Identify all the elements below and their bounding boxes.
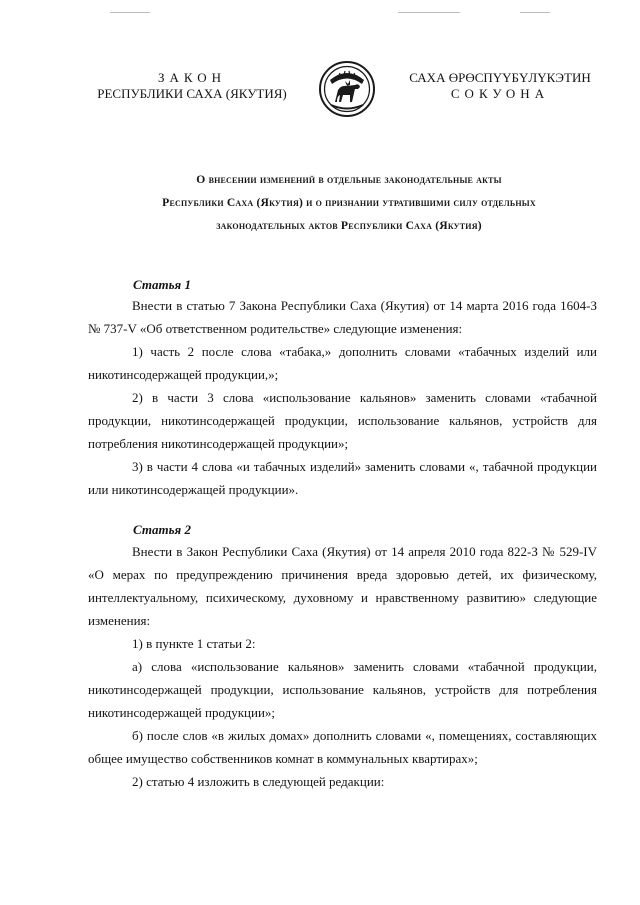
article-2-body [88, 540, 597, 793]
paragraph: а) слова «использование кальянов» заменить словами «табачной продукции, никотинсодержащей продукции, использование кальянов, устройств для потребления никотинсодержащей продукции»; [88, 659, 597, 720]
header-left [92, 70, 292, 102]
header-law-word: ЗАКОН [157, 70, 227, 85]
document-title [88, 168, 610, 237]
article-1-heading: Статья 1 [133, 277, 191, 292]
article-1-body [88, 294, 597, 501]
scan-artifact [398, 12, 460, 13]
title-line: Республики Саха (Якутия) и о признании утратившими силу отдельных [162, 196, 536, 209]
article-2-heading: Статья 2 [133, 522, 191, 537]
paragraph: 2) в части 3 слова «использование кальянов» заменить словами «табачной продукции, никотинсодержащей продукции, использование кальянов, устройств для потребления никотинсодержащей продукции»; [88, 390, 597, 451]
paragraph: 1) в пункте 1 статьи 2: [132, 636, 256, 651]
scan-artifact [520, 12, 550, 13]
title-line: законодательных актов Республики Саха (Якутия) [216, 219, 482, 232]
paragraph: Внести в статью 7 Закона Республики Саха (Якутия) от 14 марта 2016 года 1604-З № 737-V «Об ответственном родительстве» следующие изменения: [88, 298, 597, 336]
coat-of-arms-icon [318, 60, 376, 118]
header-law-word-sakha: СОКУОНА [450, 86, 550, 101]
paragraph: 1) часть 2 после слова «табака,» дополнить словами «табачных изделий или никотинсодержащей продукции,»; [88, 344, 597, 382]
header-right [400, 70, 600, 102]
paragraph: 3) в части 4 слова «и табачных изделий» заменить словами «, табачной продукции или никотинсодержащей продукции». [88, 459, 597, 497]
header-republic-name-sakha: САХА ӨРӨСПҮҮБҮЛҮКЭТИН [409, 70, 591, 85]
header-republic-name: РЕСПУБЛИКИ САХА (ЯКУТИЯ) [97, 86, 287, 101]
paragraph: Внести в Закон Республики Саха (Якутия) от 14 апреля 2010 года 822-З № 529-IV «О мерах по предупреждению причинения вреда здоровью детей, их физическому, интеллектуальному, психическому, духовному и нравственному развитию» следующие изменения: [88, 544, 597, 628]
paragraph: 2) статью 4 изложить в следующей редакции: [132, 774, 385, 789]
scan-artifact [110, 12, 150, 13]
title-line: О внесении изменений в отдельные законодательные акты [196, 173, 502, 186]
paragraph: б) после слов «в жилых домах» дополнить словами «, помещениях, составляющих общее имущество собственников комнат в коммунальных квартирах»; [88, 728, 597, 766]
